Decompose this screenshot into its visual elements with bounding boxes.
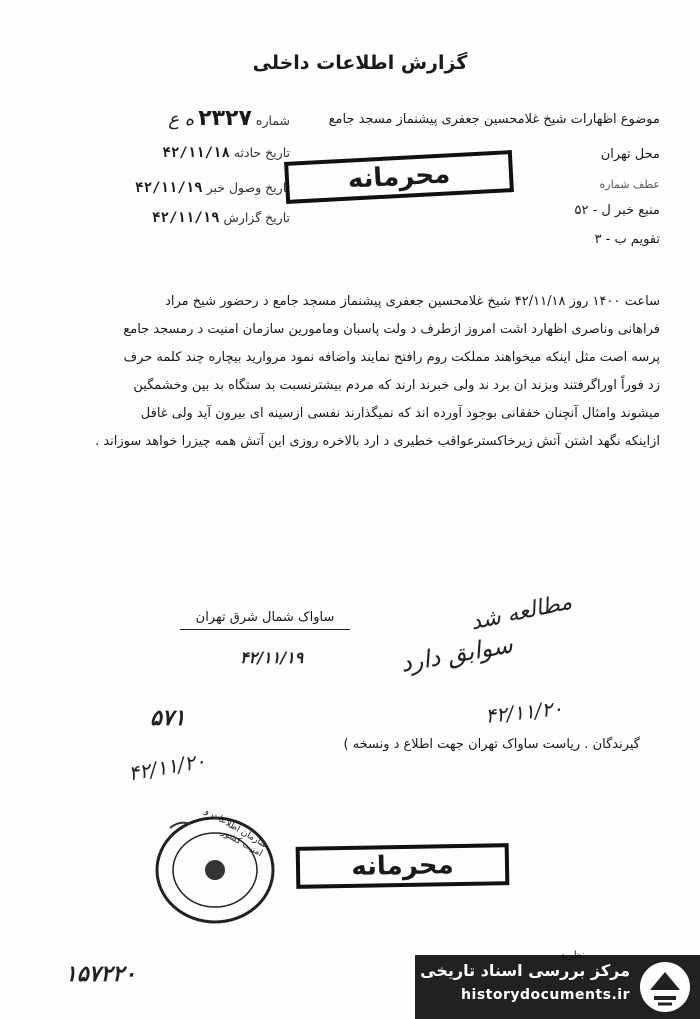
handwritten-note-date: ۴۲/۱۱/۲۰	[483, 695, 564, 729]
report-date-row	[40, 210, 290, 226]
receipt-date-row	[40, 180, 290, 196]
body-line: زد فوراً اوراگرفتند وبزند ان برد ند ولی خبرند ارند که مردم بیشترنسبت بد ستگاه بد بین وخشمگین	[133, 378, 660, 393]
handwritten-note-read: مطالعه شد	[468, 589, 575, 636]
handwritten-left-date: ۴۲/۱۱/۲۰	[126, 748, 208, 786]
report-body	[40, 288, 660, 456]
archive-logo-icon	[638, 960, 692, 1014]
watermark-banner	[415, 955, 700, 1019]
issuing-unit-name: ساواک شمال شرق تهران	[195, 610, 335, 625]
subject-line: موضوع اظهارات شیخ غلامحسین جعفری پیشنماز مسجد جامع	[328, 112, 660, 127]
handwritten-note-records: سوابق دارد	[398, 630, 515, 678]
document-title: گزارش اطلاعات داخلی	[252, 52, 468, 74]
event-date-value: ۴۲/۱۱/۱۸	[162, 145, 230, 161]
reference-number-label: عطف شماره	[599, 178, 660, 191]
signature-date: ۴۲/۱۱/۱۹	[240, 648, 304, 667]
receivers-line: گیرندگان . ریاست ساواک تهران جهت اطلاع د ونسخه )	[343, 737, 640, 752]
seal-text: سازمان اطلاعات و امنیت کشور	[202, 806, 269, 860]
watermark-url: historydocuments.ir	[461, 987, 630, 1003]
body-line: میشوند وامثال آنچنان خفقانی بوجود آورده اند که نمیگذارند نفسی ازسینه ای بیرون آید ولی غافل	[140, 406, 660, 421]
watermark-title: مرکز بررسی اسناد تاریخی	[420, 961, 630, 980]
signature-line	[180, 629, 350, 630]
report-date-label: تاریخ گزارش	[223, 210, 290, 225]
body-line: ساعت ۱۴۰۰ روز ۴۲/۱۱/۱۸ شیخ غلامحسین جعفری پیشنماز مسجد جامع د رحضور شیخ مراد	[165, 294, 660, 309]
issuing-unit	[180, 610, 350, 630]
handwritten-code: ۵۷۱	[150, 705, 186, 731]
evaluation-line: تقویم ب - ۳	[594, 232, 660, 247]
report-date-value: ۴۲/۱۱/۱۹	[152, 210, 220, 226]
number-value: ۲۳۲۷	[198, 106, 252, 131]
official-seal	[140, 808, 280, 928]
source-line: منبع خبر ل - ۵۲	[574, 203, 660, 218]
place-line: محل تهران	[600, 147, 660, 162]
receipt-date-value: ۴۲/۱۱/۱۹	[135, 180, 203, 196]
event-date-row	[40, 145, 290, 161]
confidential-stamp-bottom: محرمانه	[296, 843, 510, 889]
event-date-label: تاریخ حادثه	[233, 145, 290, 160]
body-line: فراهانی وناصری اظهارد اشت امروز ازطرف د ولت پاسبان ومامورین سازمان امنیت د رمسجد جامع	[123, 322, 660, 337]
archive-number: ۱۵۷۲۲۰	[65, 962, 136, 987]
number-label: شماره	[255, 113, 290, 128]
receipt-date-label: تاریخ وصول خبر	[206, 180, 290, 195]
body-line: پرسه اصت مثل اینکه میخواهند مملکت روم رافتح نمایند واضافه نمود مروارید بیچاره چند کلمه حرف	[123, 350, 660, 365]
confidential-stamp-top: محرمانه	[284, 150, 514, 204]
number-handwritten: ه ع	[168, 109, 195, 130]
number-row	[40, 106, 290, 131]
body-line: ازاینکه نگهد اشتن آتش زیرخاکسترعواقب خطیری د ارد بالاخره روزی این آتش همه چیزرا خواهد سوزاند .	[95, 434, 660, 449]
